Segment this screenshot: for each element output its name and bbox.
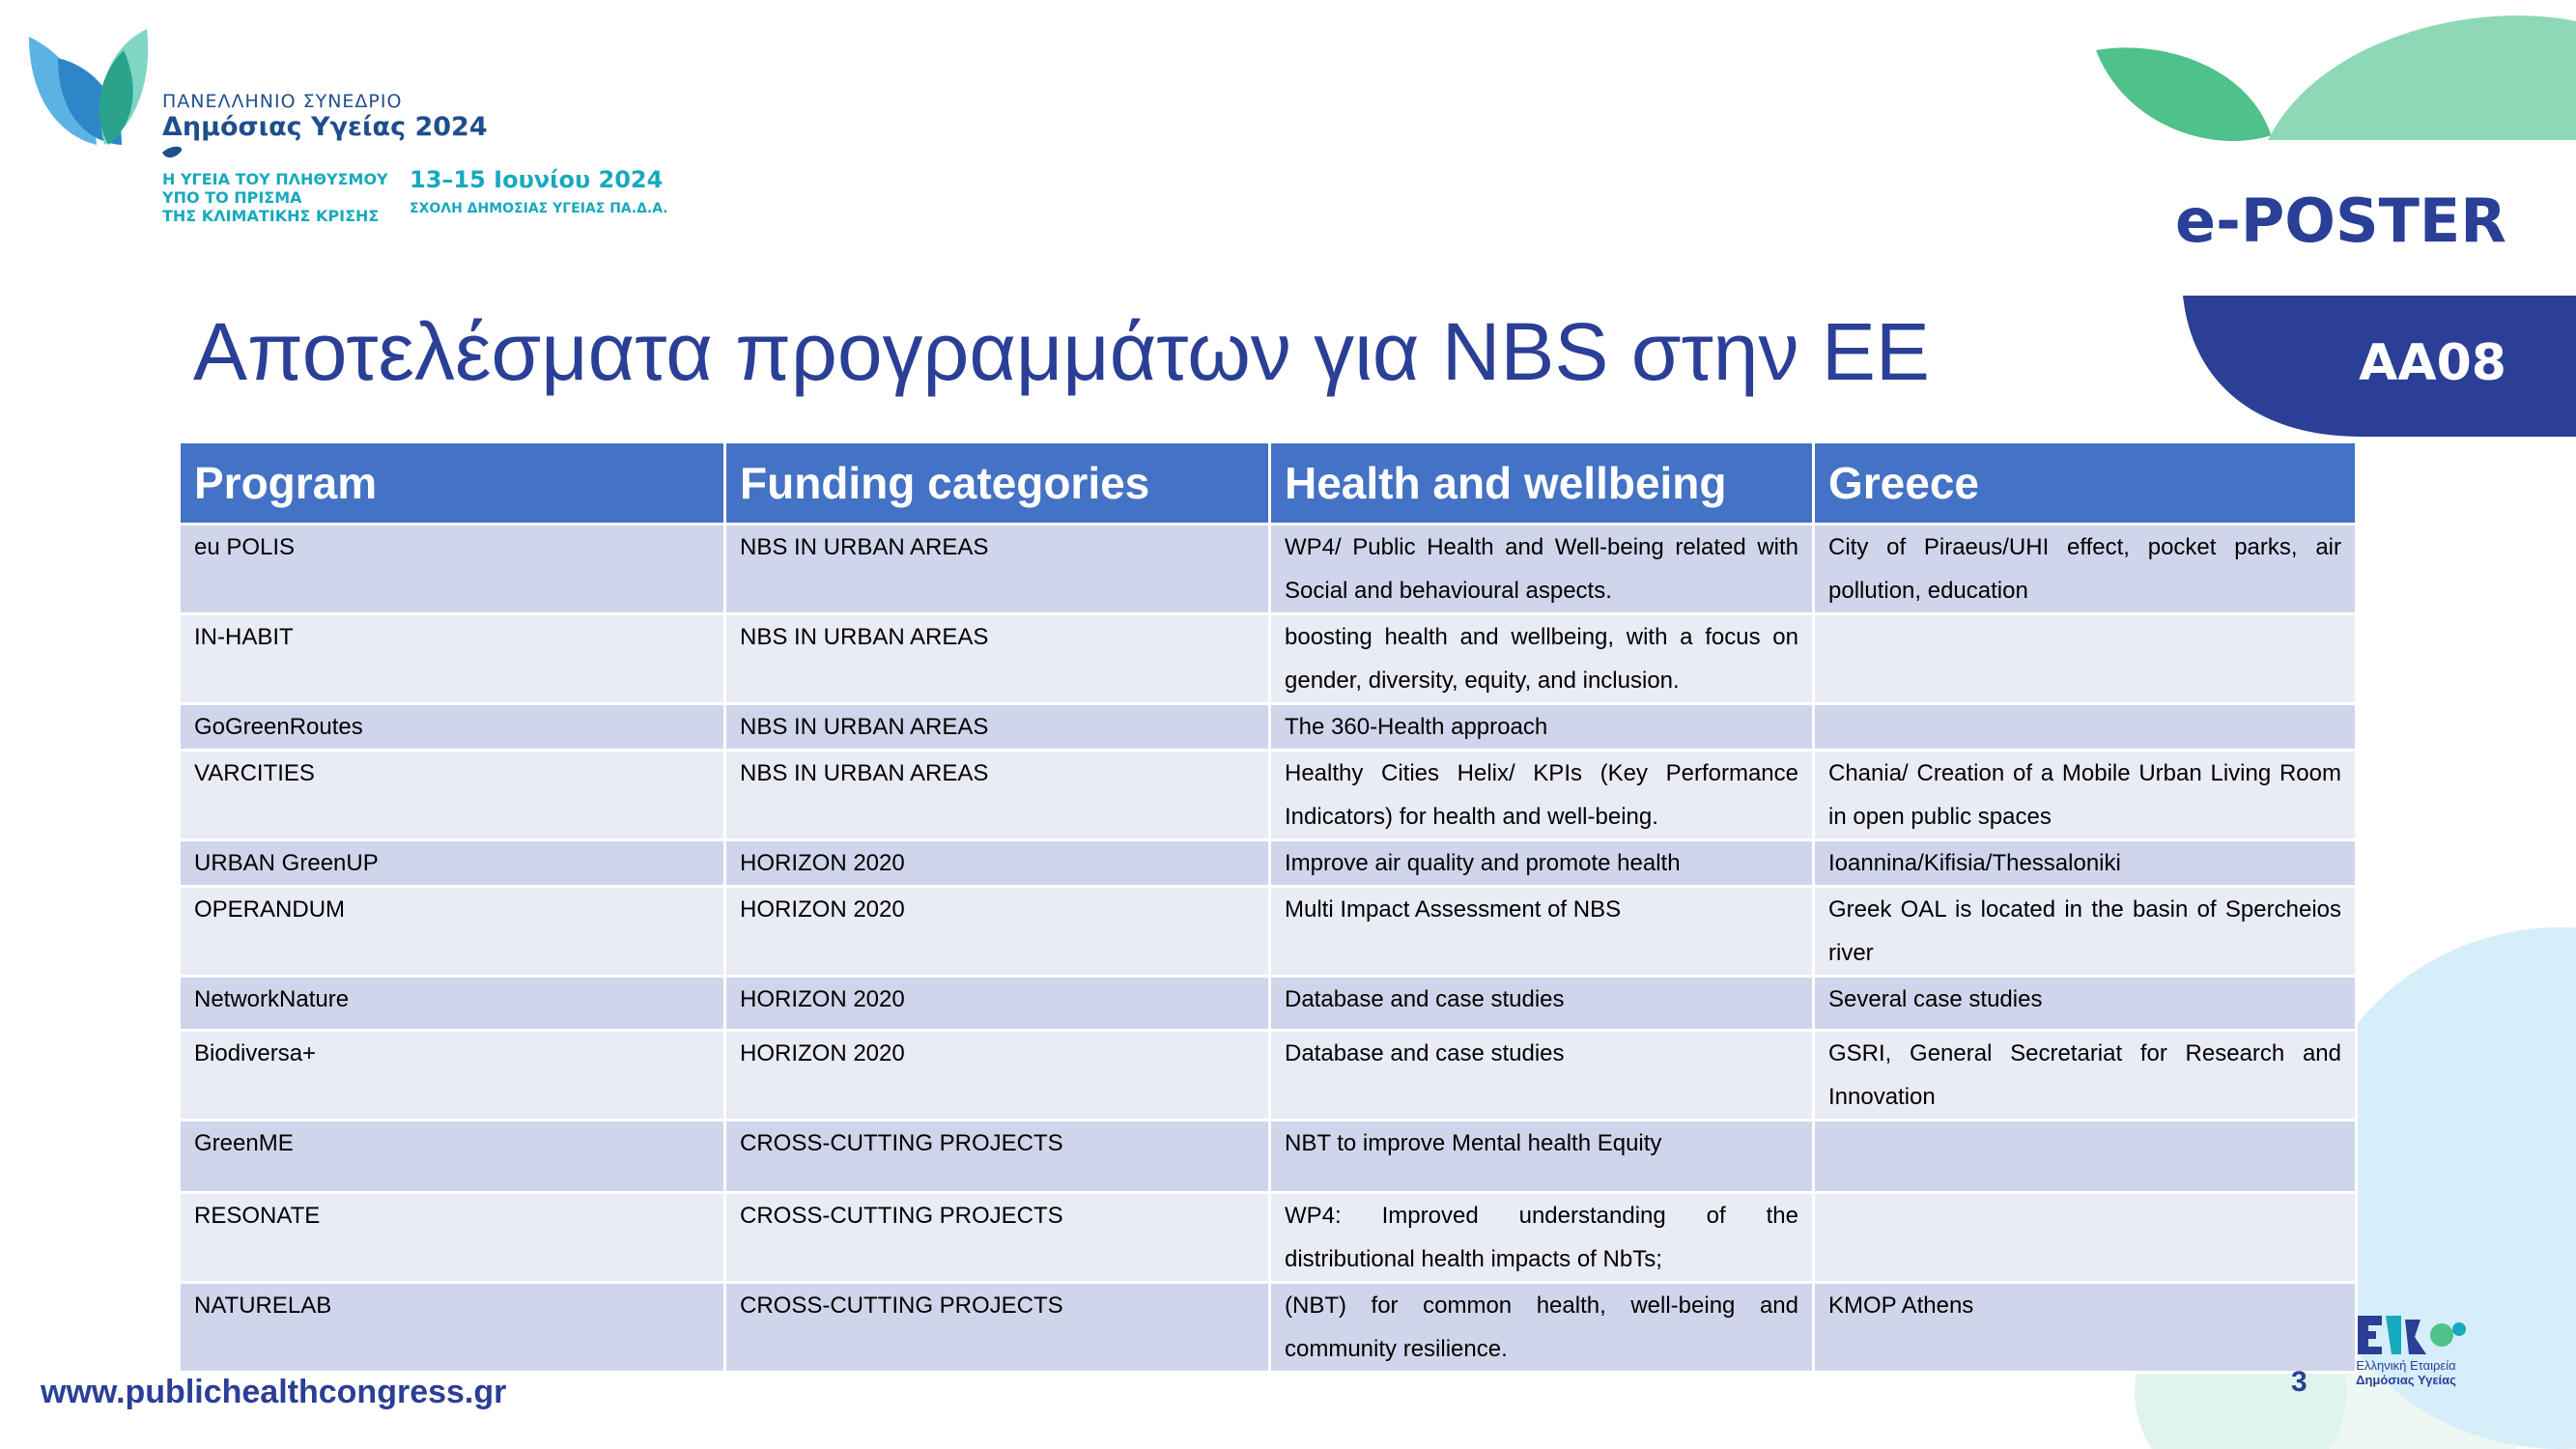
table-cell: Ioannina/Kifisia/Thessaloniki xyxy=(1814,840,2357,887)
table-cell: HORIZON 2020 xyxy=(725,977,1270,1031)
table-cell: OPERANDUM xyxy=(180,887,725,977)
organizing-school: ΣΧΟΛΗ ΔΗΜΟΣΙΑΣ ΥΓΕΙΑΣ ΠΑ.Δ.Α. xyxy=(410,201,668,216)
society-name-line: Δημόσιας Υγείας xyxy=(2356,1373,2456,1387)
table-cell: Multi Impact Assessment of NBS xyxy=(1270,887,1814,977)
table-cell: KMOP Athens xyxy=(1814,1283,2357,1373)
table-cell: (NBT) for common health, well-being and community resilience. xyxy=(1270,1283,1814,1373)
table-row xyxy=(180,1193,2357,1283)
table-cell: NBS IN URBAN AREAS xyxy=(725,704,1270,751)
table-cell: Database and case studies xyxy=(1270,1031,1814,1121)
congress-logo-icon xyxy=(29,29,148,145)
table-cell: The 360-Health approach xyxy=(1270,704,1814,751)
table-cell: Several case studies xyxy=(1814,977,2357,1031)
column-header: Health and wellbeing xyxy=(1270,442,1814,525)
table-row xyxy=(180,840,2357,887)
table-cell: GreenME xyxy=(180,1121,725,1193)
table-cell xyxy=(1814,704,2357,751)
table-cell: HORIZON 2020 xyxy=(725,1031,1270,1121)
table-cell: NBS IN URBAN AREAS xyxy=(725,751,1270,840)
table-cell: CROSS-CUTTING PROJECTS xyxy=(725,1193,1270,1283)
table-cell: NetworkNature xyxy=(180,977,725,1031)
congress-tagline xyxy=(162,170,388,225)
table-cell: City of Piraeus/UHI effect, pocket parks, air pollution, education xyxy=(1814,525,2357,614)
table-row xyxy=(180,1031,2357,1121)
table-row xyxy=(180,525,2357,614)
table-cell: URBAN GreenUP xyxy=(180,840,725,887)
table-cell: GoGreenRoutes xyxy=(180,704,725,751)
society-name-line: Ελληνική Εταιρεία xyxy=(2356,1358,2456,1373)
slide-title: Αποτελέσματα προγραμμάτων για NBS στην ΕΕ xyxy=(193,306,1930,397)
page-number: 3 xyxy=(2291,1366,2307,1398)
table-row xyxy=(180,1121,2357,1193)
logo-swoosh xyxy=(162,147,182,157)
poster-code: AA08 xyxy=(2359,334,2506,392)
table-cell: Database and case studies xyxy=(1270,977,1814,1031)
table-cell: Healthy Cities Helix/ KPIs (Key Performance Indicators) for health and well-being. xyxy=(1270,751,1814,840)
table-cell: WP4: Improved understanding of the distributional health impacts of NbTs; xyxy=(1270,1193,1814,1283)
table-cell: IN-HABIT xyxy=(180,614,725,704)
table-cell: Chania/ Creation of a Mobile Urban Living Room in open public spaces xyxy=(1814,751,2357,840)
table-cell: RESONATE xyxy=(180,1193,725,1283)
table-header-row xyxy=(180,442,2357,525)
congress-name-line2: Δημόσιας Υγείας 2024 xyxy=(162,112,488,142)
table-row xyxy=(180,704,2357,751)
table-cell: CROSS-CUTTING PROJECTS xyxy=(725,1283,1270,1373)
table-cell: HORIZON 2020 xyxy=(725,887,1270,977)
table-cell xyxy=(1814,1121,2357,1193)
table-cell: eu POLIS xyxy=(180,525,725,614)
table-row xyxy=(180,751,2357,840)
table-cell xyxy=(1814,1193,2357,1283)
table-cell: NBT to improve Mental health Equity xyxy=(1270,1121,1814,1193)
table-cell: VARCITIES xyxy=(180,751,725,840)
table-cell xyxy=(1814,614,2357,704)
congress-dates: 13–15 Ιουνίου 2024 xyxy=(410,166,664,193)
top-right-leaf-dark xyxy=(2096,47,2272,141)
society-logo-text xyxy=(2353,1358,2459,1387)
nbs-programs-table xyxy=(178,440,2358,1374)
table-cell: NATURELAB xyxy=(180,1283,725,1373)
table-cell: WP4/ Public Health and Well-being related with Social and behavioural aspects. xyxy=(1270,525,1814,614)
top-right-leaf-light xyxy=(2268,15,2576,140)
table-row xyxy=(180,614,2357,704)
congress-name-line1: ΠΑΝΕΛΛΗΝΙΟ ΣΥΝΕΔΡΙΟ xyxy=(162,91,403,112)
table-row xyxy=(180,1283,2357,1373)
table-cell: Biodiversa+ xyxy=(180,1031,725,1121)
table-cell: NBS IN URBAN AREAS xyxy=(725,525,1270,614)
table-row xyxy=(180,977,2357,1031)
congress-website-link[interactable]: www.publichealthcongress.gr xyxy=(41,1374,507,1410)
table-row xyxy=(180,887,2357,977)
table-cell: Greek OAL is located in the basin of Spercheios river xyxy=(1814,887,2357,977)
tagline-line: Η ΥΓΕΙΑ ΤΟΥ ΠΛΗΘΥΣΜΟΥ xyxy=(162,170,388,188)
eposter-label: e-POSTER xyxy=(2175,185,2506,256)
tagline-line: ΤΗΣ ΚΛΙΜΑΤΙΚΗΣ ΚΡΙΣΗΣ xyxy=(162,207,380,225)
table-cell: HORIZON 2020 xyxy=(725,840,1270,887)
table-cell: NBS IN URBAN AREAS xyxy=(725,614,1270,704)
column-header: Greece xyxy=(1814,442,2357,525)
table-cell: Improve air quality and promote health xyxy=(1270,840,1814,887)
column-header: Program xyxy=(180,442,725,525)
table-cell: GSRI, General Secretariat for Research and Innovation xyxy=(1814,1031,2357,1121)
column-header: Funding categories xyxy=(725,442,1270,525)
table-cell: CROSS-CUTTING PROJECTS xyxy=(725,1121,1270,1193)
tagline-line: ΥΠΟ ΤΟ ΠΡΙΣΜΑ xyxy=(162,188,302,207)
table-cell: boosting health and wellbeing, with a focus on gender, diversity, equity, and inclusion. xyxy=(1270,614,1814,704)
